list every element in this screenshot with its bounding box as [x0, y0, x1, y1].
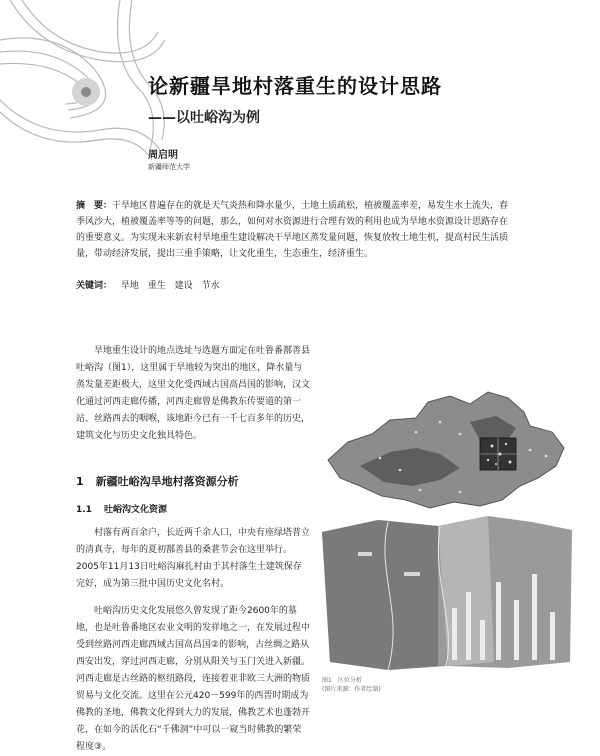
abstract	[76, 198, 516, 262]
abstract-text: 干旱地区普遍存在的就是天气炎热和降水量少，土地土质疏松，植被覆盖率差，易发生水土流失，春季风沙大，植被覆盖率等等的问题，那么，如何对水资源进行合理有效的利用也成为旱地水资源设计思路存在的重要意义。为实现未来新农村旱地重生建设解决干旱地区蒸发量问题，恢复放牧土地生机，提高村民生活质量，带动经济发展，提出三重手策略，让文化重生，生态重生，经济重生。	[76, 201, 509, 259]
keywords-label: 关键词：	[76, 281, 113, 291]
bar	[532, 574, 537, 660]
subsection-heading-1-1	[76, 502, 167, 515]
keywords	[76, 278, 220, 291]
section-heading-1	[76, 473, 239, 489]
article-title: 论新疆旱地村落重生的设计思路	[148, 74, 442, 98]
figure-caption-source: (图片来源：作者绘制)	[322, 686, 381, 693]
keyword: 旱地	[120, 281, 139, 291]
figure-caption-title: 图1 区位分析	[322, 677, 362, 684]
bar	[466, 592, 471, 660]
body-paragraph: 村落有两百余户，长近两千余人口，中央有座绿塔普立的清真寺，每年的夏初鄯善县的桑葚节会在这里举行。2005年11月13日吐峪沟麻扎村由于其村落生土建筑保存完好，成为第三批中国历史文化名村。	[76, 528, 311, 589]
keyword: 建设	[174, 281, 193, 291]
abstract-label: 摘 要：	[76, 201, 113, 211]
keyword: 节水	[201, 281, 220, 291]
bar	[480, 620, 485, 660]
bar	[550, 612, 555, 660]
figure-xinjiang-map	[320, 382, 570, 512]
bar	[452, 608, 457, 660]
figure-caption	[322, 676, 381, 694]
keyword: 重生	[147, 281, 166, 291]
bar	[496, 582, 501, 660]
bar	[514, 600, 519, 660]
intro-paragraph: 旱地重生设计的地点选址与选题方面定在吐鲁番鄯善县吐峪沟（图1），这里属于旱地较为突出的地区，降水量与蒸发量差距极大，这里文化受西域古国高昌国的影响，汉文化通过河西走廊传播，河西走廊曾是佛教东传要道的第一站、丝路西去的咽喉，该地距今已有一千七百多年的历史，建筑文化与历史文化独具特色。	[76, 346, 311, 441]
author-affiliation: 新疆师范大学	[148, 163, 190, 171]
section-title: 新疆吐峪沟旱地村落资源分析	[95, 475, 239, 488]
subsection-number: 1.1	[76, 505, 92, 515]
figure-bar-panel	[318, 512, 576, 672]
article-subtitle: ——以吐峪沟为例	[148, 110, 260, 126]
body-paragraph: 吐峪沟历史文化发展悠久曾发现了距今2600年的墓地，也是吐鲁番地区农业文明的发祥地之一，在发展过程中受到丝路河西走廊西域古国高昌国②的影响，古丝绸之路从西安出发，穿过河西走廊，分别从阳关与玉门关进入新疆。河西走廊是古丝路的枢纽路段，连接着亚非欧三大洲的物质贸易与文化交流。这里在公元420－599年的西晋时期成为佛教的圣地，佛教文化得到大力的发展，佛教艺术也蓬勃开花，在如今的活化石“千佛洞”中可以一窥当时佛教的繁荣程度③。	[76, 606, 311, 752]
author-name: 周启明	[148, 150, 178, 161]
xinjiang-outline-shape	[328, 392, 564, 508]
subsection-title: 吐峪沟文化资源	[103, 505, 167, 515]
section-number: 1	[76, 475, 84, 488]
